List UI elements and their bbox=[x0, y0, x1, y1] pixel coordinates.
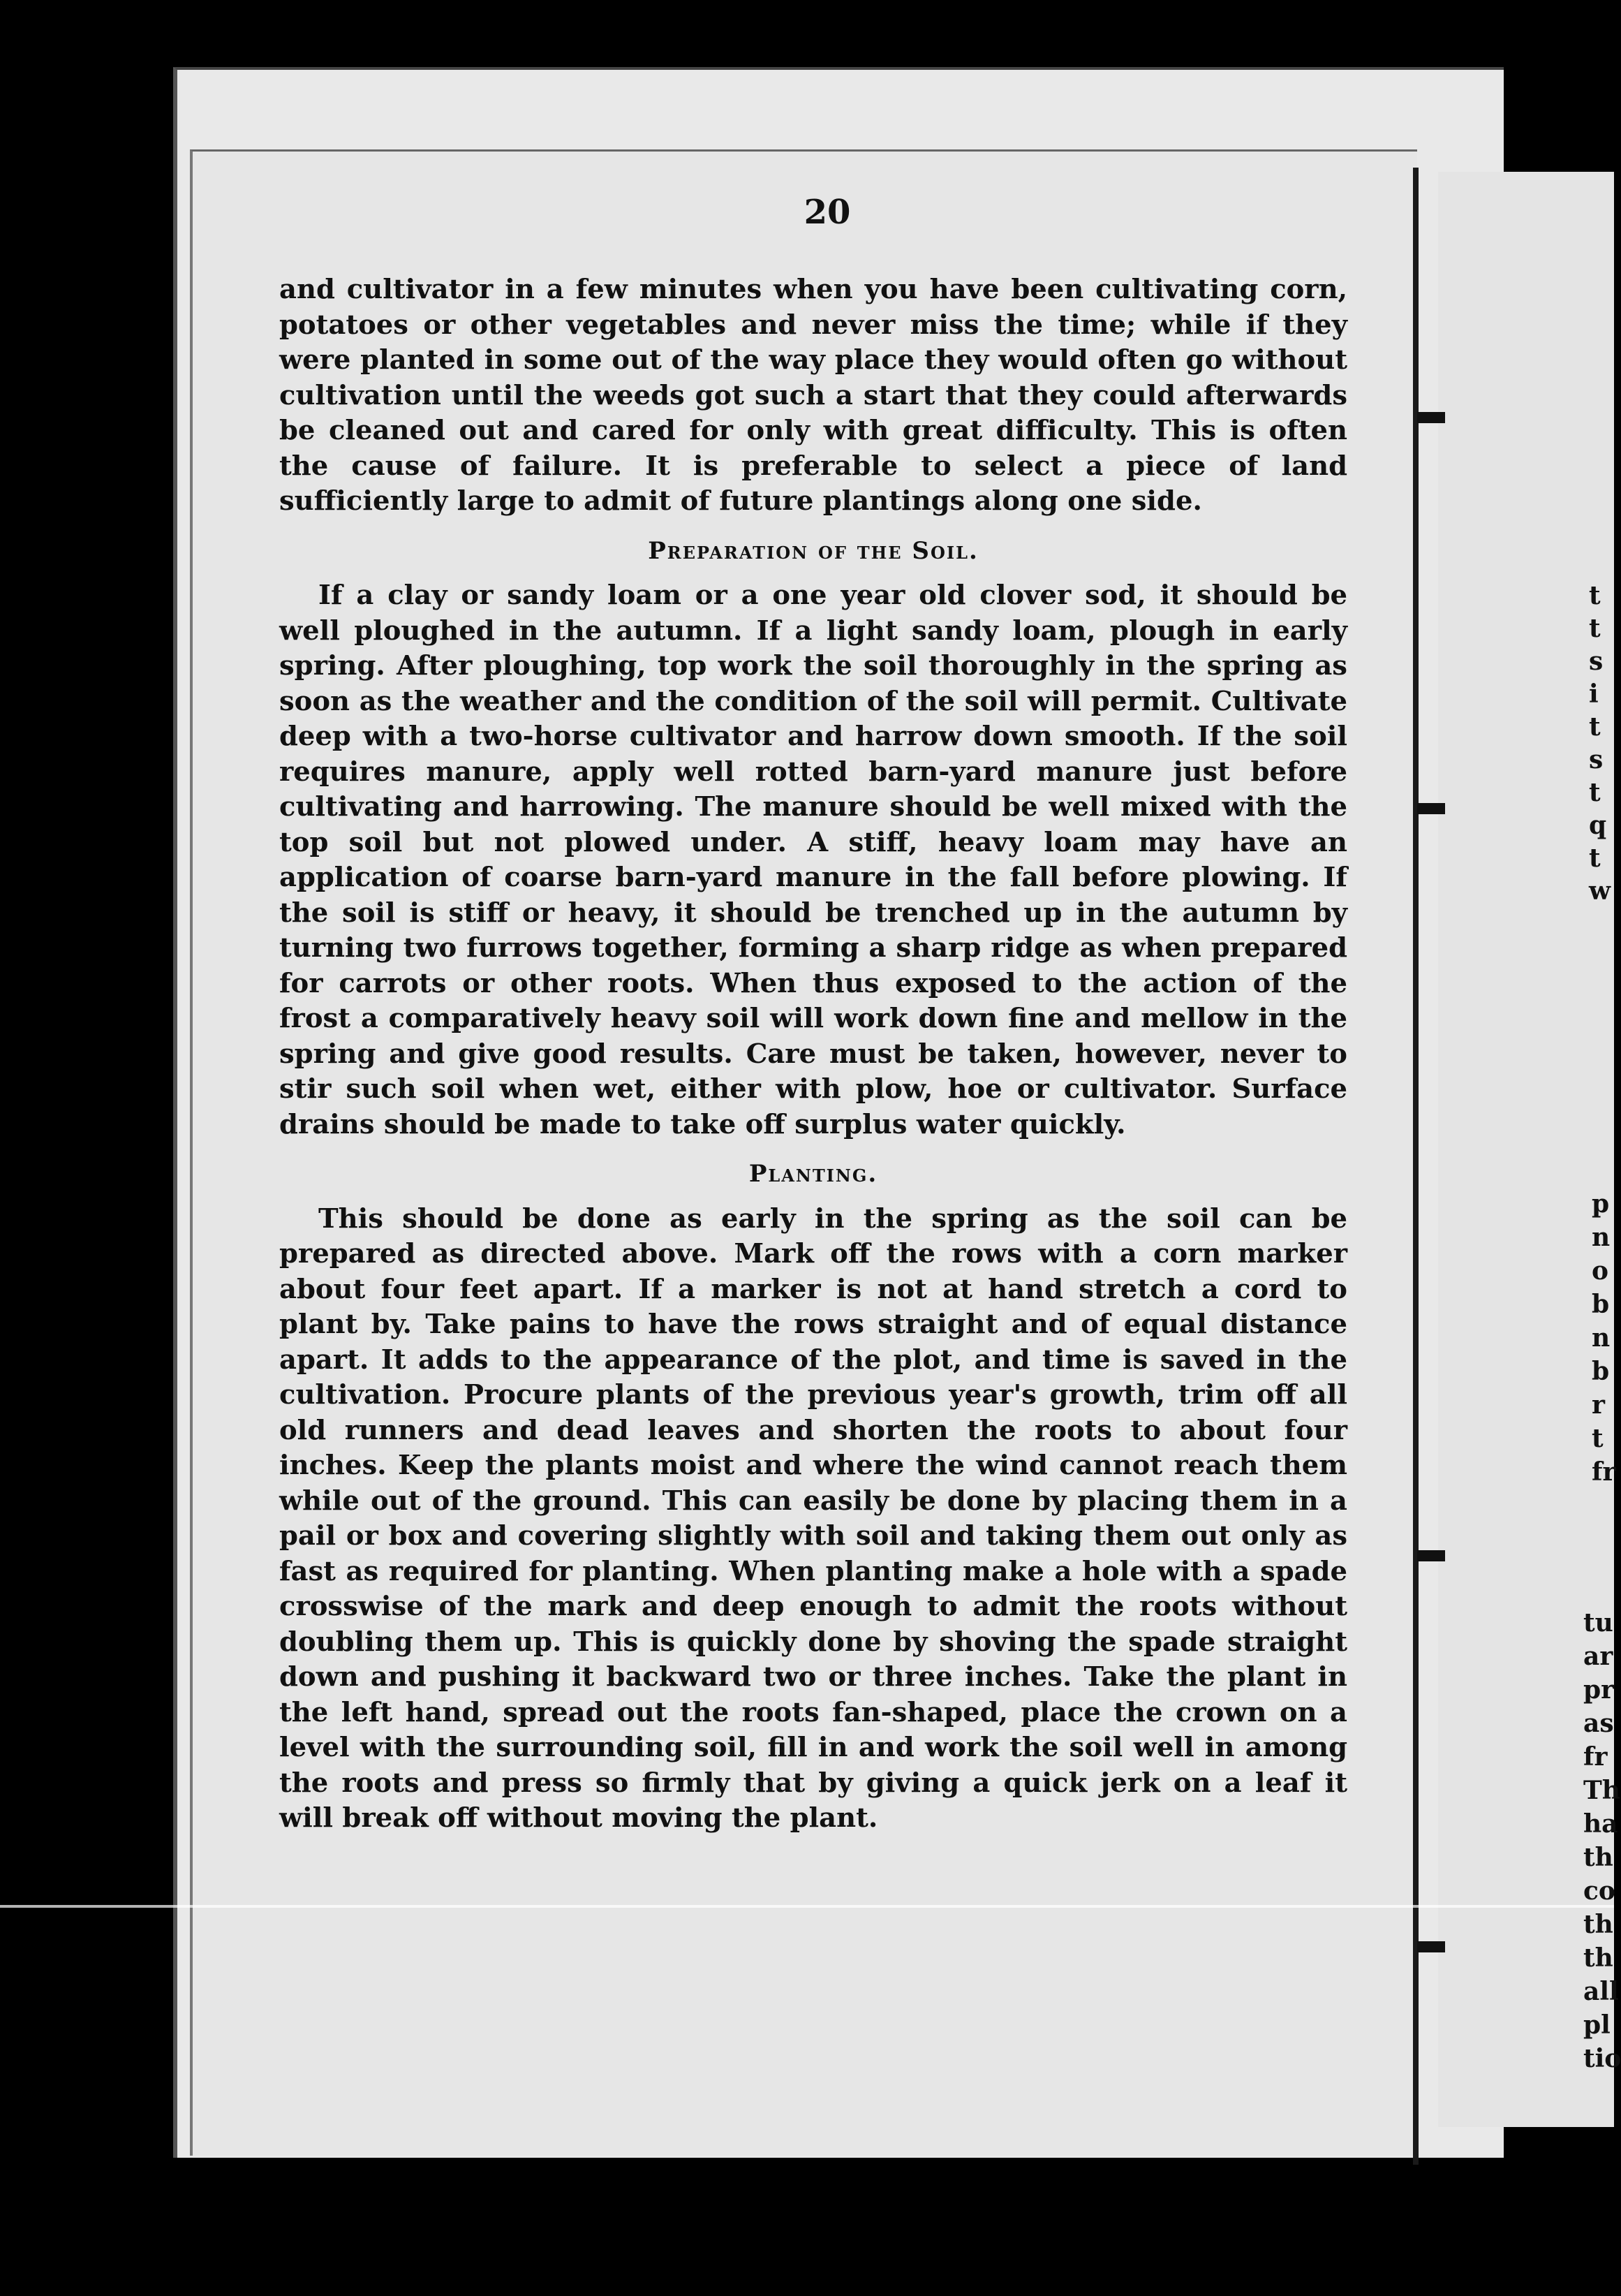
fragment: t bbox=[1589, 614, 1601, 643]
fragment: o bbox=[1592, 1256, 1609, 1286]
adjacent-text-fragments bbox=[1592, 1187, 1620, 1489]
fragment: tu bbox=[1583, 1608, 1613, 1638]
binding-clip bbox=[1417, 1550, 1445, 1561]
fragment: Th bbox=[1583, 1776, 1620, 1805]
fragment: ha bbox=[1583, 1809, 1618, 1839]
page-body bbox=[279, 272, 1347, 1837]
fragment: th bbox=[1583, 1843, 1613, 1872]
binding-clip bbox=[1417, 412, 1445, 423]
fragment: t bbox=[1592, 1424, 1604, 1453]
fragment: t bbox=[1589, 581, 1601, 610]
soil-paragraph: If a clay or sandy loam or a one year old clover sod, it should be well ploughed in the autumn. If a light sandy loam, plough in early spring. After ploughing, top work the soil thoroughly in the spring as soon as the weather and the condition of the soil will permit. Cultivate deep with a two-horse cultivator and harrow down smooth. If the soil requires manure, apply well rotted barn-yard manure just before cultivating and harrowing. The manure should be well mixed with the top soil but not plowed under. A stiff, heavy loam may have an application of coarse barn-yard manure in the fall before plowing. If the soil is stiff or heavy, it should be trenched up in the autumn by turning two furrows together, forming a sharp ridge as when prepared for carrots or other roots. When thus exposed to the action of the frost a comparatively heavy soil will work down fine and mellow in the spring and give good results. Care must be taken, however, never to stir such soil when wet, either with plow, hoe or cultivator. Surface drains should be made to take off surplus water quickly. bbox=[279, 580, 1347, 1140]
fragment: th bbox=[1583, 1910, 1613, 1939]
continuation-paragraph: and cultivator in a few minutes when you have been cultivating corn, potatoes or other vegetables and never miss the time; while if they were planted in some out of the way place they would often go without cultivation until the weeds got such a start that they could afterwards be cleaned out and cared for only with great difficulty. This is often the cause of failure. It is preferable to select a piece of land sufficiently large to admit of future plantings along one side. bbox=[279, 274, 1347, 517]
binding-clip bbox=[1417, 1941, 1445, 1952]
fragment: b bbox=[1592, 1357, 1610, 1386]
fragment: th bbox=[1583, 1943, 1613, 1973]
adjacent-text-fragments bbox=[1589, 580, 1617, 908]
fragment: b bbox=[1592, 1290, 1610, 1319]
planting-paragraph: This should be done as early in the spring as the soil can be prepared as directed above. Mark off the rows with a corn marker about four feet apart. If a marker is not at hand stretch a cord to plant by. Take pains to have the rows straight and of equal distance apart. It adds to the appearance of the plot, and time is saved in the cultivation. Procure plants of the previous year's growth, trim off all old runners and dead leaves and shorten the roots to about four inches. Keep the plants moist and where the wind cannot reach them while out of the ground. This can easily be done by placing them in a pail or box and covering slightly with soil and taking them out only as fast as required for planting. When planting make a hole with a spade crosswise of the mark and deep enough to admit the roots without doubling them up. This is quickly done by shoving the spade straight down and pushing it backward two or three inches. Take the plant in the left hand, spread out the roots fan-shaped, place the crown on a level with the surrounding soil, fill in and work the soil well in among the roots and press so firmly that by giving a quick jerk on a leaf it will break off without moving the plant. bbox=[279, 1202, 1347, 1834]
fragment: all bbox=[1583, 1977, 1619, 2006]
book-spine bbox=[1413, 168, 1419, 2165]
fragment: n bbox=[1592, 1223, 1611, 1252]
binding-clip bbox=[1417, 803, 1445, 814]
scan-artifact-line bbox=[0, 1905, 1614, 1908]
fragment: s bbox=[1589, 745, 1604, 774]
adjacent-text-fragments bbox=[1583, 1606, 1621, 2075]
fragment: fr bbox=[1592, 1457, 1616, 1487]
fragment: i bbox=[1589, 679, 1599, 709]
fragment: w bbox=[1589, 876, 1611, 906]
fragment: ar bbox=[1583, 1642, 1613, 1671]
fragment: r bbox=[1592, 1390, 1605, 1420]
fragment: s bbox=[1589, 647, 1604, 676]
fragment: t bbox=[1589, 712, 1601, 742]
fragment: fr bbox=[1583, 1742, 1608, 1772]
fragment: tio bbox=[1583, 2044, 1621, 2073]
section-heading-planting: Planting. bbox=[748, 1160, 878, 1188]
fragment: pr bbox=[1583, 1675, 1615, 1705]
fragment: p bbox=[1592, 1189, 1610, 1219]
fragment: t bbox=[1589, 844, 1601, 873]
fragment: n bbox=[1592, 1323, 1611, 1353]
fragment: t bbox=[1589, 778, 1601, 807]
fragment: as bbox=[1583, 1709, 1614, 1738]
fragment: pl bbox=[1583, 2010, 1611, 2040]
fragment: q bbox=[1589, 811, 1607, 840]
fragment: co bbox=[1583, 1876, 1615, 1906]
section-heading-soil: Preparation of the Soil. bbox=[648, 536, 979, 565]
page-number: 20 bbox=[804, 193, 851, 232]
